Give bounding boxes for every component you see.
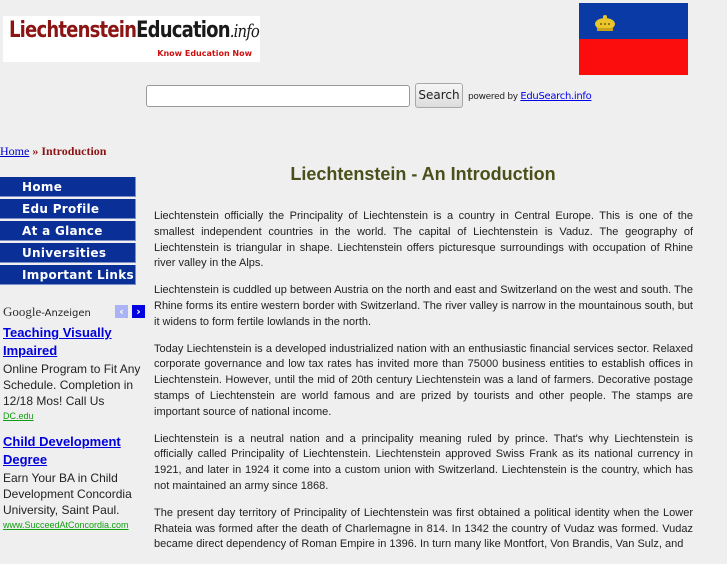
ad-body: Earn Your BA in Child Development Concordia University, Saint Paul. [3, 471, 132, 517]
ads-prev-button[interactable]: ‹ [115, 305, 128, 318]
logo-text [9, 18, 259, 43]
sidebar-item-universities[interactable]: Universities [0, 243, 136, 263]
logo-part-liechtenstein: Liechtenstein [9, 18, 137, 43]
sidebar-item-edu-profile[interactable]: Edu Profile [0, 199, 136, 219]
article-paragraph: Today Liechtenstein is a developed industrialized nation with an enthusiastic financial services sector. Relaxed corporate governance and low tax rates has invited more than 75000 business entities to establish offices in Liechtenstein. However, until the mid of 20th century Liechtenstein was a land of farmers. Decorative postage stamps of Liechtenstein are world famous and are prized by tourists and other people. The stamps are important source of national income. [154, 342, 693, 418]
search-button[interactable]: Search [415, 83, 463, 108]
ad-item [3, 324, 148, 421]
powered-by [468, 91, 591, 102]
google-ads-block [3, 303, 148, 530]
logo-tagline: Know Education Now [157, 49, 252, 58]
ads-next-button[interactable]: › [132, 305, 145, 318]
sidebar-item-at-a-glance[interactable]: At a Glance [0, 221, 136, 241]
breadcrumb-current: Introduction [41, 144, 107, 158]
ad-title-link[interactable]: Teaching Visually Impaired [3, 325, 112, 358]
article-body [154, 209, 693, 564]
ad-title-link[interactable]: Child Development Degree [3, 434, 121, 467]
edusearch-link[interactable]: EduSearch.info [520, 91, 592, 102]
article-paragraph: Liechtenstein officially the Principality of Liechtenstein is a country in Central Europe. This is one of the smallest independent countries in the world. The capital of Liechtenstein is Vaduz. The geography of Liechtenstein is triangular in shape. Liechtenstein offers picturesque surroundings with occupation of Rhine river valley in the Alps. [154, 210, 693, 270]
logo-part-info: .info [229, 21, 259, 42]
ad-url-link[interactable]: DC.edu [3, 411, 34, 421]
ad-url-link[interactable]: www.SucceedAtConcordia.com [3, 520, 129, 530]
breadcrumb-home-link[interactable]: Home [0, 144, 30, 158]
search-input[interactable] [146, 85, 410, 107]
ads-label: -Anzeigen [41, 308, 91, 319]
logo-part-education: Education [136, 18, 230, 43]
ad-item [3, 433, 148, 530]
sidebar-item-home[interactable]: Home [0, 177, 136, 197]
google-logo: Google [3, 304, 42, 319]
powered-by-label: powered by [468, 92, 518, 102]
flag-red-stripe [579, 39, 688, 75]
sidebar-item-important-links[interactable]: Important Links [0, 265, 136, 285]
ads-header [3, 303, 148, 321]
page-title: Liechtenstein - An Introduction [290, 164, 556, 184]
article-paragraph: Liechtenstein is a neutral nation and a principality meaning ruled by prince. That's why Liechtenstein is officially called Principality of Liechtenstein. Liechtenstein approved Swiss Frank as its national currency in 1921, and later in 1924 it come into a custom union with Switzerland. Liechtenstein is the country, which has not maintained an army since 1868. [154, 432, 693, 492]
crown-icon [594, 15, 616, 32]
article-paragraph: Liechtenstein is cuddled up between Austria on the north and east and Switzerland on the west and south. The Rhine forms its entire western border with Switzerland. The river valley is narrow in the mountainous south, but it widens to form fertile lowlands in the north. [154, 284, 693, 328]
sidebar-nav [0, 177, 136, 287]
site-logo[interactable] [3, 16, 260, 62]
breadcrumb [0, 144, 106, 159]
ad-body: Online Program to Fit Any Schedule. Completion in 12/18 Mos! Call Us [3, 362, 141, 408]
liechtenstein-flag-image [579, 3, 688, 75]
article-paragraph: The present day territory of Principality of Liechtenstein was first obtained a political identity when the Lower Rhateia was formed after the death of Charlemagne in 814. In 1342 the country of Vudaz was formed. Vudaz became direct dependency of Roman Empire in 1396. In turn many like Montfort, Von Brandis, Van Sulz, and [154, 506, 693, 551]
breadcrumb-separator: » [32, 144, 39, 158]
